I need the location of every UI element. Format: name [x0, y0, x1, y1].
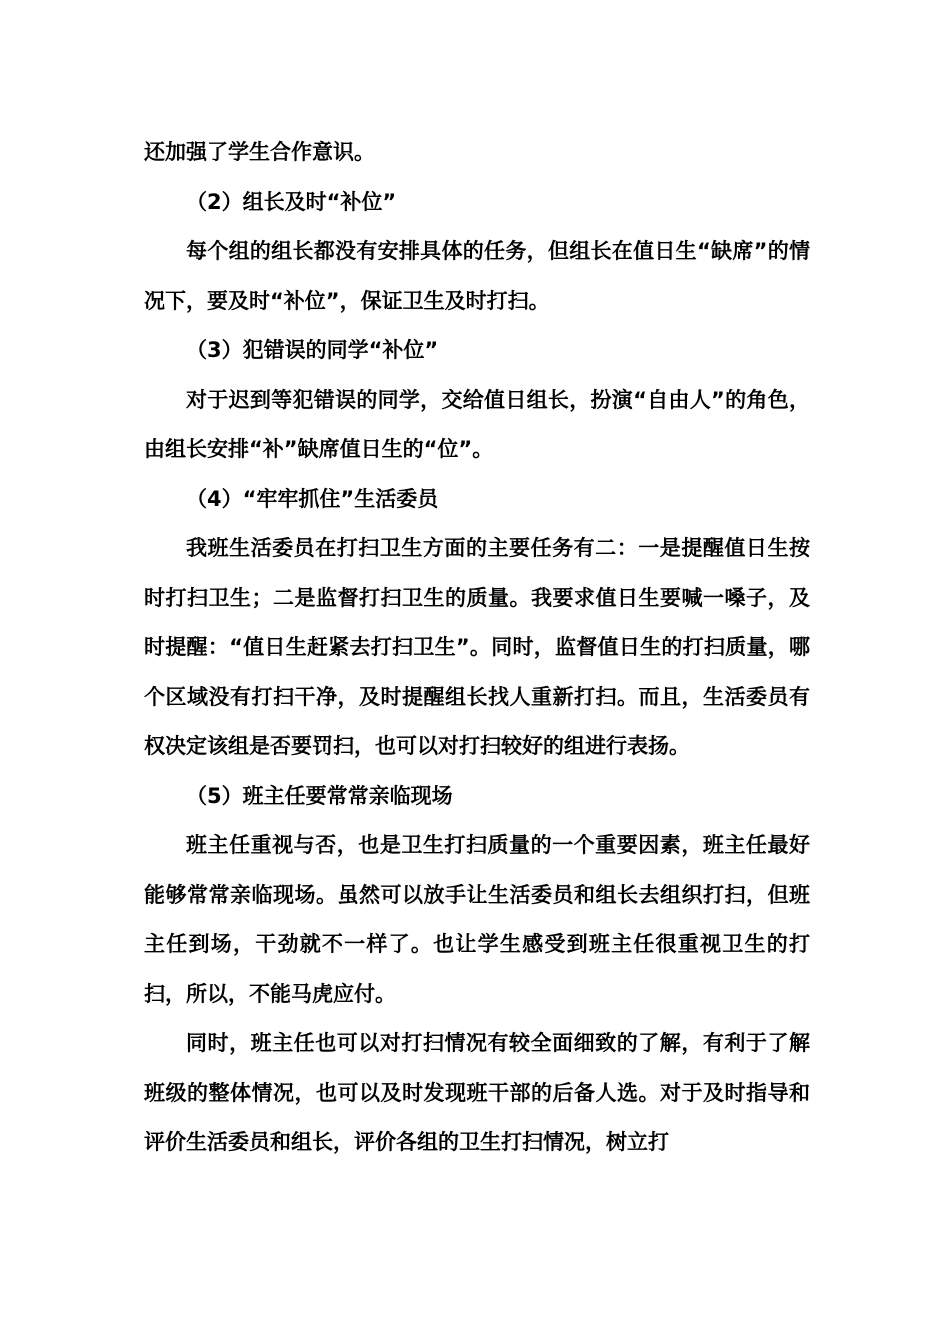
- section-heading-3: （3）犯错误的同学“补位”: [186, 338, 439, 362]
- paragraph-head-teacher-benefits: 同时，班主任也可以对打扫情况有较全面细致的了解，有利于了解班级的整体情况，也可以及时发现班干部的后备人选。对于及时指导和评价生活委员和组长，评价各组的卫生打扫情况，树立打: [144, 1031, 810, 1154]
- document-body: [144, 128, 810, 1168]
- paragraph-life-committee: 我班生活委员在打扫卫生方面的主要任务有二：一是提醒值日生按时打扫卫生；二是监督打扫卫生的质量。我要求值日生要喊一嗓子，及时提醒：“值日生赶紧去打扫卫生”。同时，监督值日生的打扫质量，哪个区域没有打扫干净，及时提醒组长找人重新打扫。而且，生活委员有权决定该组是否要罚扫，也可以对打扫较好的组进行表扬。: [144, 536, 810, 758]
- section-heading-2: （2）组长及时“补位”: [186, 189, 397, 214]
- paragraph-continuation: 还加强了学生合作意识。: [144, 140, 375, 164]
- paragraph-mistake-students: 对于迟到等犯错误的同学，交给值日组长，扮演“自由人”的角色，由组长安排“补”缺席值日生的“位”。: [144, 387, 810, 461]
- section-heading-5: （5）班主任要常常亲临现场: [186, 783, 453, 808]
- paragraph-group-leader: 每个组的组长都没有安排具体的任务，但组长在值日生“缺席”的情况下，要及时“补位”，保证卫生及时打扫。: [144, 239, 810, 313]
- section-heading-4: （4）“牢牢抓住”生活委员: [186, 486, 439, 511]
- paragraph-head-teacher: 班主任重视与否，也是卫生打扫质量的一个重要因素，班主任最好能够常常亲临现场。虽然可以放手让生活委员和组长去组织打扫，但班主任到场，干劲就不一样了。也让学生感受到班主任很重视卫生的打扫，所以，不能马虎应付。: [144, 833, 810, 1006]
